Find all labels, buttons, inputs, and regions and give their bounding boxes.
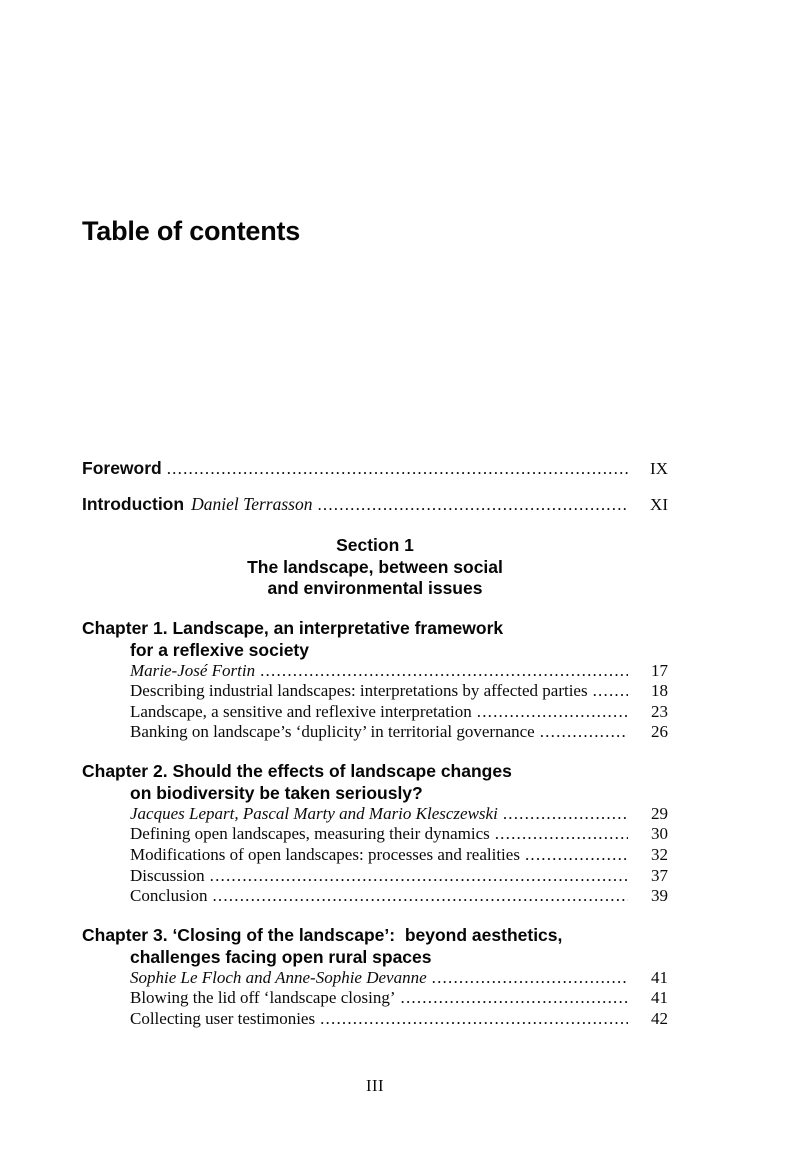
toc-entry-label: Introduction — [82, 494, 185, 514]
chapter-title-line: Chapter 1. Landscape, an interpretative framework — [82, 617, 504, 638]
toc-row — [82, 722, 668, 743]
section-heading — [82, 535, 668, 600]
toc-row-author — [82, 804, 668, 825]
toc-entry-author: Marie-José Fortin — [130, 660, 256, 680]
page-number: 29 — [651, 803, 668, 823]
chapter-block-3 — [82, 924, 668, 1030]
chapter-title-line: for a reflexive society — [130, 639, 309, 660]
page-number: 32 — [651, 845, 668, 865]
dot-leader — [167, 459, 628, 479]
chapter-title-line: challenges facing open rural spaces — [130, 946, 432, 967]
chapter-title — [82, 617, 668, 661]
toc-entry-label: Collecting user testimonies — [130, 1009, 316, 1029]
dot-leader — [525, 845, 628, 866]
toc-row — [82, 824, 668, 845]
toc-row — [82, 681, 668, 702]
front-matter — [82, 458, 668, 515]
page-number: 26 — [651, 722, 668, 742]
section-heading-line: The landscape, between social — [247, 556, 503, 577]
dot-leader — [210, 866, 628, 887]
toc-entry-label: Describing industrial landscapes: interpretations by affected parties — [130, 681, 588, 701]
toc-entry-author: Sophie Le Floch and Anne-Sophie Devanne — [130, 967, 427, 987]
page-number: 23 — [651, 701, 668, 721]
toc-row — [82, 702, 668, 723]
toc-row — [82, 886, 668, 907]
page-number: 42 — [651, 1009, 668, 1029]
toc-entry-label: Foreword — [82, 458, 162, 478]
dot-leader — [495, 824, 628, 845]
toc-entry-label: Blowing the lid off ‘landscape closing’ — [130, 988, 396, 1008]
page-number: 39 — [651, 886, 668, 906]
page-number: 41 — [651, 967, 668, 987]
chapter-title-line: Chapter 3. ‘Closing of the landscape’: beyond aesthetics, — [82, 924, 563, 945]
page-number: 30 — [651, 824, 668, 844]
dot-leader — [401, 988, 629, 1009]
toc-row — [82, 845, 668, 866]
toc-entry-author: Daniel Terrasson — [191, 494, 313, 514]
toc-row-introduction — [82, 494, 668, 515]
toc-row — [82, 1009, 668, 1030]
toc-row — [82, 988, 668, 1009]
toc-entry-label: Modifications of open landscapes: processes and realities — [130, 845, 520, 865]
chapter-block-1 — [82, 617, 668, 743]
page-number: 41 — [651, 988, 668, 1008]
dot-leader — [212, 886, 628, 907]
page-number: XI — [650, 495, 668, 514]
chapter-title-line: on biodiversity be taken seriously? — [130, 782, 423, 803]
toc-row-foreword — [82, 458, 668, 479]
page-number: 18 — [651, 681, 668, 701]
page-number: 17 — [651, 660, 668, 680]
section-heading-line: Section 1 — [336, 535, 414, 555]
dot-leader — [317, 495, 628, 515]
page-folio: III — [366, 1075, 384, 1095]
page-number: 37 — [651, 865, 668, 885]
chapter-title-line: Chapter 2. Should the effects of landscape changes — [82, 760, 512, 781]
dot-leader — [593, 681, 628, 702]
toc-entry-label: Discussion — [130, 865, 205, 885]
chapter-title — [82, 924, 668, 968]
page-title: Table of contents — [82, 216, 301, 246]
chapter-block-2 — [82, 760, 668, 907]
toc-entry-label: Defining open landscapes, measuring their dynamics — [130, 824, 490, 844]
dot-leader — [540, 722, 628, 743]
toc-entry-label: Banking on landscape’s ‘duplicity’ in territorial governance — [130, 722, 535, 742]
dot-leader — [477, 702, 628, 723]
toc-row-author — [82, 661, 668, 682]
toc-entry-label: Conclusion — [130, 886, 208, 906]
dot-leader — [260, 661, 628, 682]
toc-entry-label: Landscape, a sensitive and reflexive interpretation — [130, 701, 472, 721]
toc-row-author — [82, 968, 668, 989]
toc-entry-author: Jacques Lepart, Pascal Marty and Mario Klesczewski — [130, 803, 498, 823]
toc-row — [82, 866, 668, 887]
page-number: IX — [650, 459, 668, 478]
dot-leader — [432, 968, 628, 989]
dot-leader — [503, 804, 628, 825]
chapter-title — [82, 760, 668, 804]
section-heading-line: and environmental issues — [267, 578, 483, 598]
dot-leader — [320, 1009, 628, 1030]
